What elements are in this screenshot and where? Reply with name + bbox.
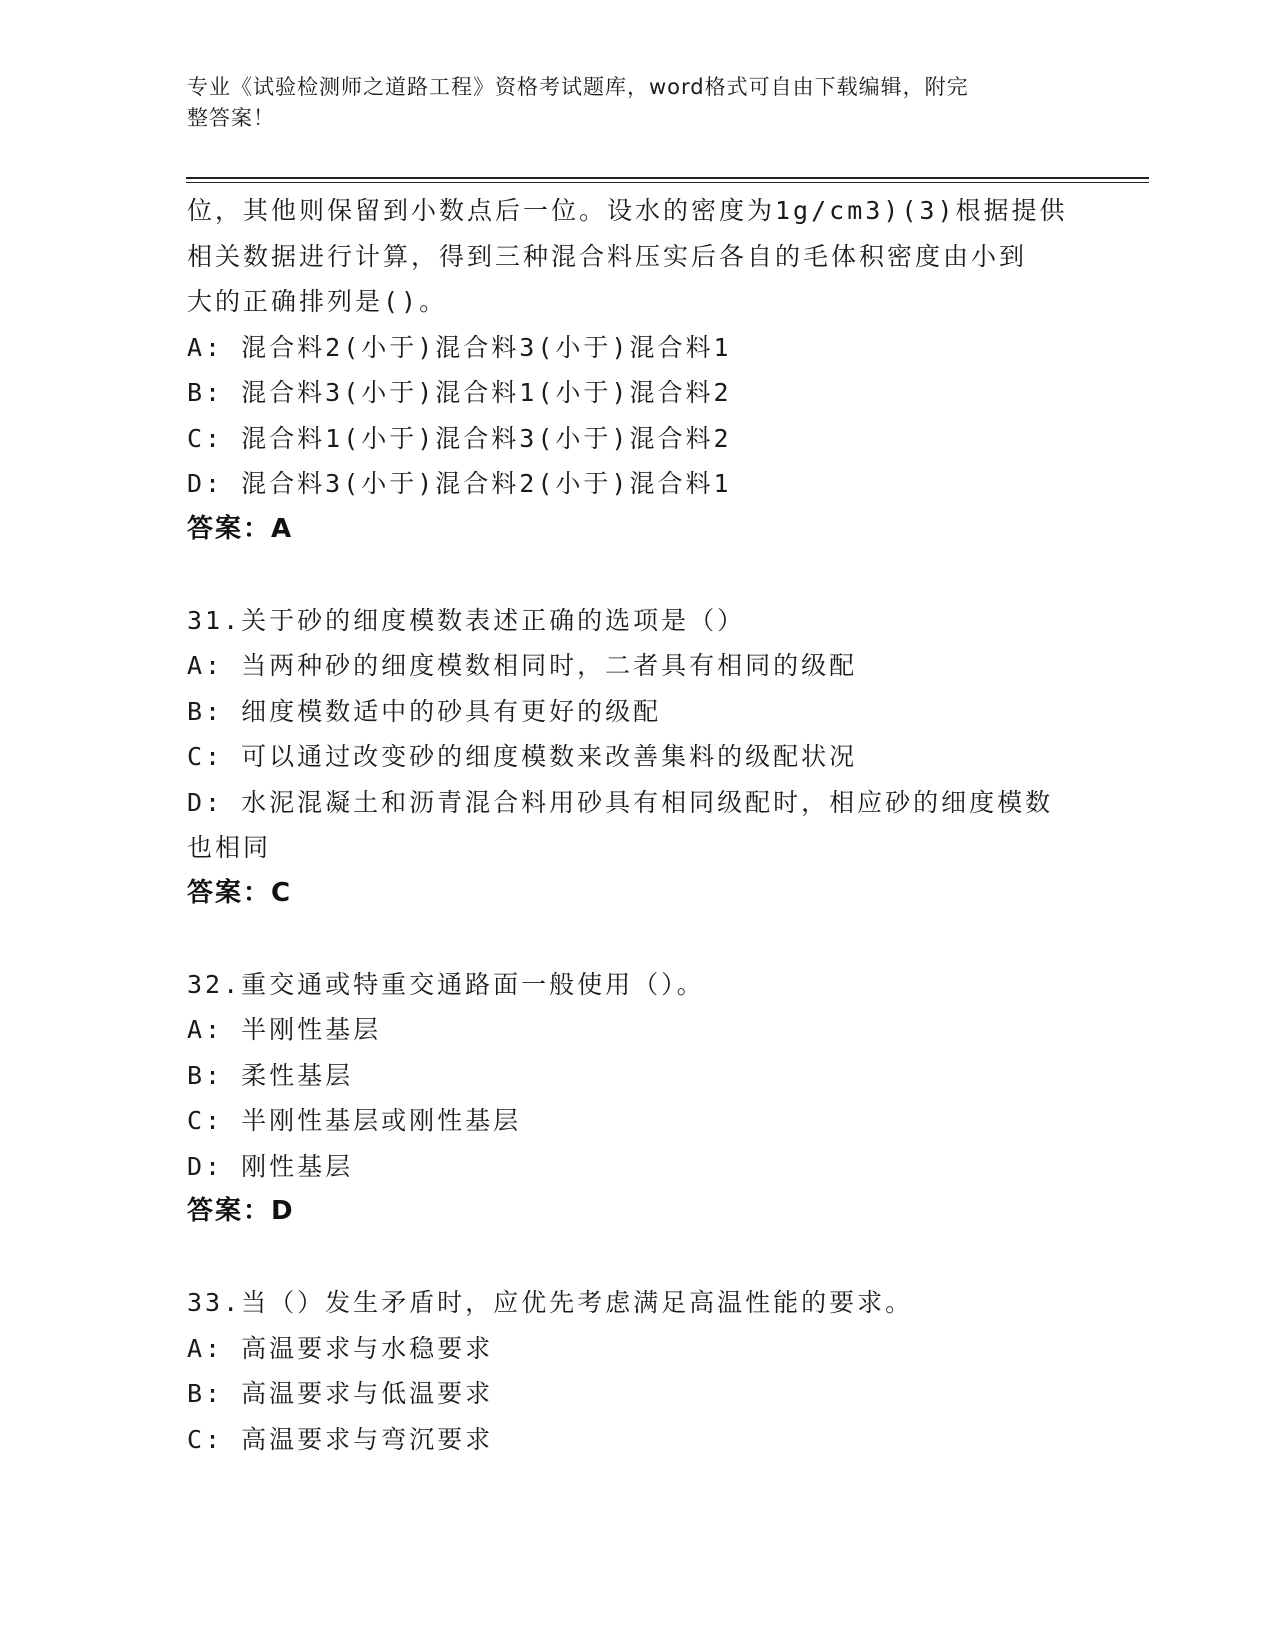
header-line-2: 整答案！ xyxy=(187,106,275,130)
spacer xyxy=(187,552,1087,598)
option-b: B: 混合料3(小于)混合料1(小于)混合料2 xyxy=(187,378,732,407)
question-30-continued xyxy=(187,188,1087,552)
option-a: A: 高温要求与水稳要求 xyxy=(187,1333,494,1363)
option-d: D: 水泥混凝土和沥青混合料用砂具有相同级配时，相应砂的细度模数 xyxy=(187,787,1054,817)
option-c: C: 混合料1(小于)混合料3(小于)混合料2 xyxy=(187,423,732,453)
question-33 xyxy=(187,1280,1087,1462)
option-a: A: 混合料2(小于)混合料3(小于)混合料1 xyxy=(187,332,732,362)
spacer xyxy=(187,1235,1087,1281)
question-text: 大的正确排列是()。 xyxy=(187,287,448,316)
option-d: D: 混合料3(小于)混合料2(小于)混合料1 xyxy=(187,469,732,498)
option-c: C: 半刚性基层或刚性基层 xyxy=(187,1106,522,1135)
option-a: A: 半刚性基层 xyxy=(187,1015,382,1044)
header-divider-thick xyxy=(186,177,1149,179)
option-b: B: 高温要求与低温要求 xyxy=(187,1379,494,1408)
header-divider-thin xyxy=(186,182,1149,183)
option-b: B: 柔性基层 xyxy=(187,1060,354,1090)
question-32 xyxy=(187,962,1087,1235)
document-body xyxy=(187,188,1087,1462)
option-a: A: 当两种砂的细度模数相同时，二者具有相同的级配 xyxy=(187,651,858,680)
answer-label: 答案：C xyxy=(187,877,293,908)
option-c: C: 高温要求与弯沉要求 xyxy=(187,1424,494,1454)
question-text: 31.关于砂的细度模数表述正确的选项是（） xyxy=(187,605,746,635)
spacer xyxy=(187,916,1087,962)
question-31 xyxy=(187,598,1087,917)
option-b: B: 细度模数适中的砂具有更好的级配 xyxy=(187,696,662,726)
question-text: 相关数据进行计算，得到三种混合料压实后各自的毛体积密度由小到 xyxy=(187,241,1028,271)
question-text: 位，其他则保留到小数点后一位。设水的密度为1g/cm3)(3)根据提供 xyxy=(187,196,1068,225)
question-text: 32.重交通或特重交通路面一般使用（）。 xyxy=(187,969,705,999)
header-line-1: 专业《试验检测师之道路工程》资格考试题库，word格式可自由下载编辑，附完 xyxy=(187,75,969,99)
question-text: 33.当（）发生矛盾时，应优先考虑满足高温性能的要求。 xyxy=(187,1288,914,1317)
answer-label: 答案：D xyxy=(187,1196,295,1226)
answer-label: 答案：A xyxy=(187,513,294,544)
option-d: D: 刚性基层 xyxy=(187,1151,354,1181)
page-header xyxy=(187,72,1067,134)
option-c: C: 可以通过改变砂的细度模数来改善集料的级配状况 xyxy=(187,742,858,771)
option-d-continued: 也相同 xyxy=(187,833,272,862)
